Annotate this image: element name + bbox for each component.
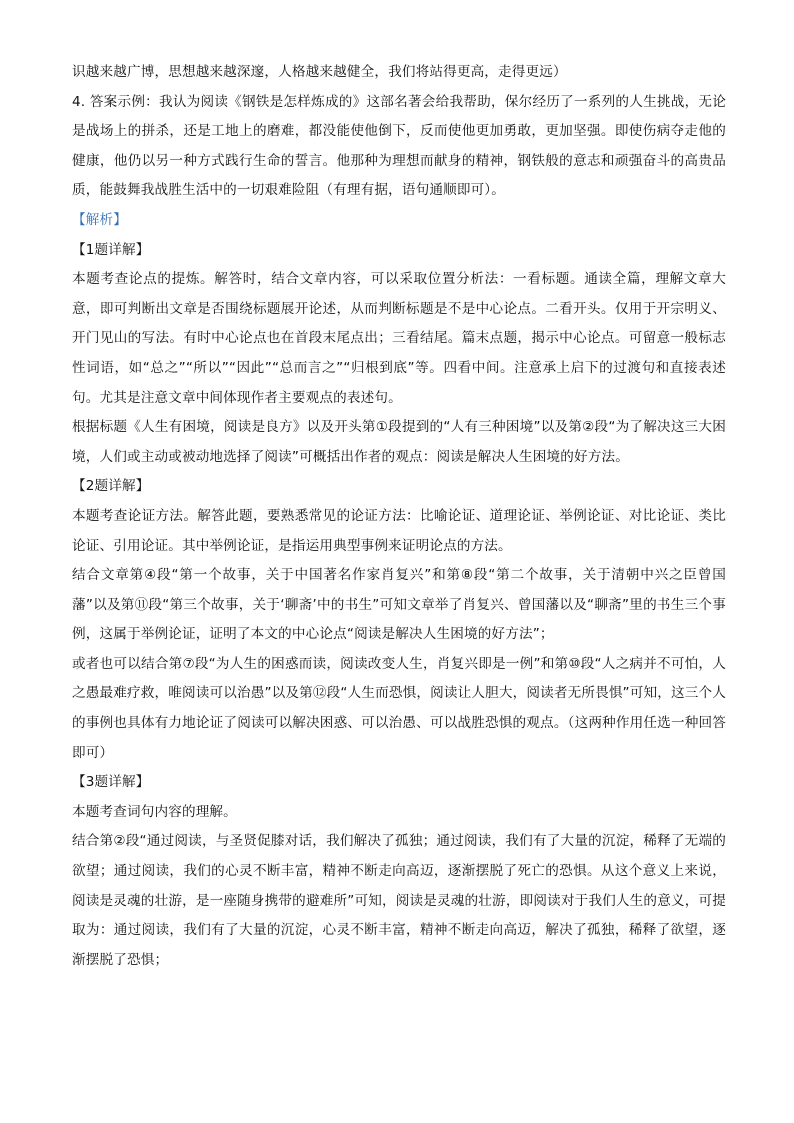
answer-4: 4. 答案示例：我认为阅读《钢铁是怎样炼成的》这部名著会给我帮助，保尔经历了一系列的人生挑战，无论是战场上的拼杀，还是工地上的磨难，都没能使他倒下，反而使他更加勇敢，更加坚强。即使伤病夺走他的健康，他仍以另一种方式践行生命的誓言。他那种为理想而献身的精神，钢铁般的意志和顽强奋斗的高贵品质，能鼓舞我战胜生活中的一切艰难险阻（有理有据，语句通顺即可）。 (72, 93, 726, 199)
explanation-1-answer: 根据标题《人生有困境，阅读是良方》以及开头第①段提到的“人有三种困境”以及第②段“为了解决这三大困境，人们或主动或被动地选择了阅读”可概括出作者的观点：阅读是解决人生困境的好方法。 (72, 419, 726, 465)
explanation-2-example-b: 或者也可以结合第⑦段“为人生的困惑而读，阅读改变人生，肖复兴即是一例”和第⑩段“人之病并不可怕，人之愚最难疗救，唯阅读可以治愚”以及第⑫段“人生而恐惧，阅读让人胆大，阅读者无所畏惧”可知，这三个人的事例也具体有力地论证了阅读可以解决困惑、可以治愚、可以战胜恐惧的观点。（这两种作用任选一种回答即可） (72, 655, 726, 761)
document-body (72, 58, 726, 975)
answer-continuation: 识越来越广博，思想越来越深邃，人格越来越健全，我们将站得更高，走得更远） (72, 64, 567, 80)
explanation-3-intro: 本题考查词句内容的理解。 (72, 803, 237, 820)
explanation-2-method: 本题考查论证方法。解答此题，要熟悉常见的论证方法：比喻论证、道理论证、举例论证、对比论证、类比论证、引用论证。其中举例论证，是指运用典型事例来证明论点的方法。 (72, 507, 726, 554)
section-head-3: 【3题详解】 (72, 774, 150, 791)
analysis-label: 【解析】 (72, 211, 127, 228)
explanation-2-example-a: 结合文章第④段“第一个故事，关于中国著名作家肖复兴”和第⑧段“第二个故事，关于清朝中兴之臣曾国藩”以及第⑪段“第三个故事，关于‘聊斋’中的书生”可知文章举了肖复兴、曾国藩以及“聊斋”里的书生三个事例，这属于举例论证，证明了本文的中心论点“阅读是解决人生困境的好方法”； (72, 567, 726, 643)
section-head-2: 【2题详解】 (72, 478, 150, 495)
explanation-1-method: 本题考查论点的提炼。解答时，结合文章内容，可以采取位置分析法：一看标题。通读全篇，理解文章大意，即可判断出文章是否围绕标题展开论述，从而判断标题是不是中心论点。二看开头。仅用于开宗明义、开门见山的写法。有时中心论点也在首段末尾点出；三看结尾。篇末点题，揭示中心论点。可留意一般标志性词语，如“总之”“所以”“因此”“总而言之”“归根到底”等。四看中间。注意承上启下的过渡句和直接表述句。尤其是注意文章中间体现作者主要观点的表述句。 (72, 271, 726, 406)
section-head-1: 【1题详解】 (72, 241, 150, 258)
explanation-3-answer: 结合第②段“通过阅读，与圣贤促膝对话，我们解决了孤独；通过阅读，我们有了大量的沉淀，稀释了无端的欲望；通过阅读，我们的心灵不断丰富，精神不断走向高迈，逐渐摆脱了死亡的恐惧。从这个意义上来说，阅读是灵魂的壮游，是一座随身携带的避难所”可知，阅读是灵魂的壮游，即阅读对于我们人生的意义，可提取为：通过阅读，我们有了大量的沉淀，心灵不断丰富，精神不断走向高迈，解决了孤独，稀释了欲望，逐渐摆脱了恐惧； (72, 833, 726, 968)
